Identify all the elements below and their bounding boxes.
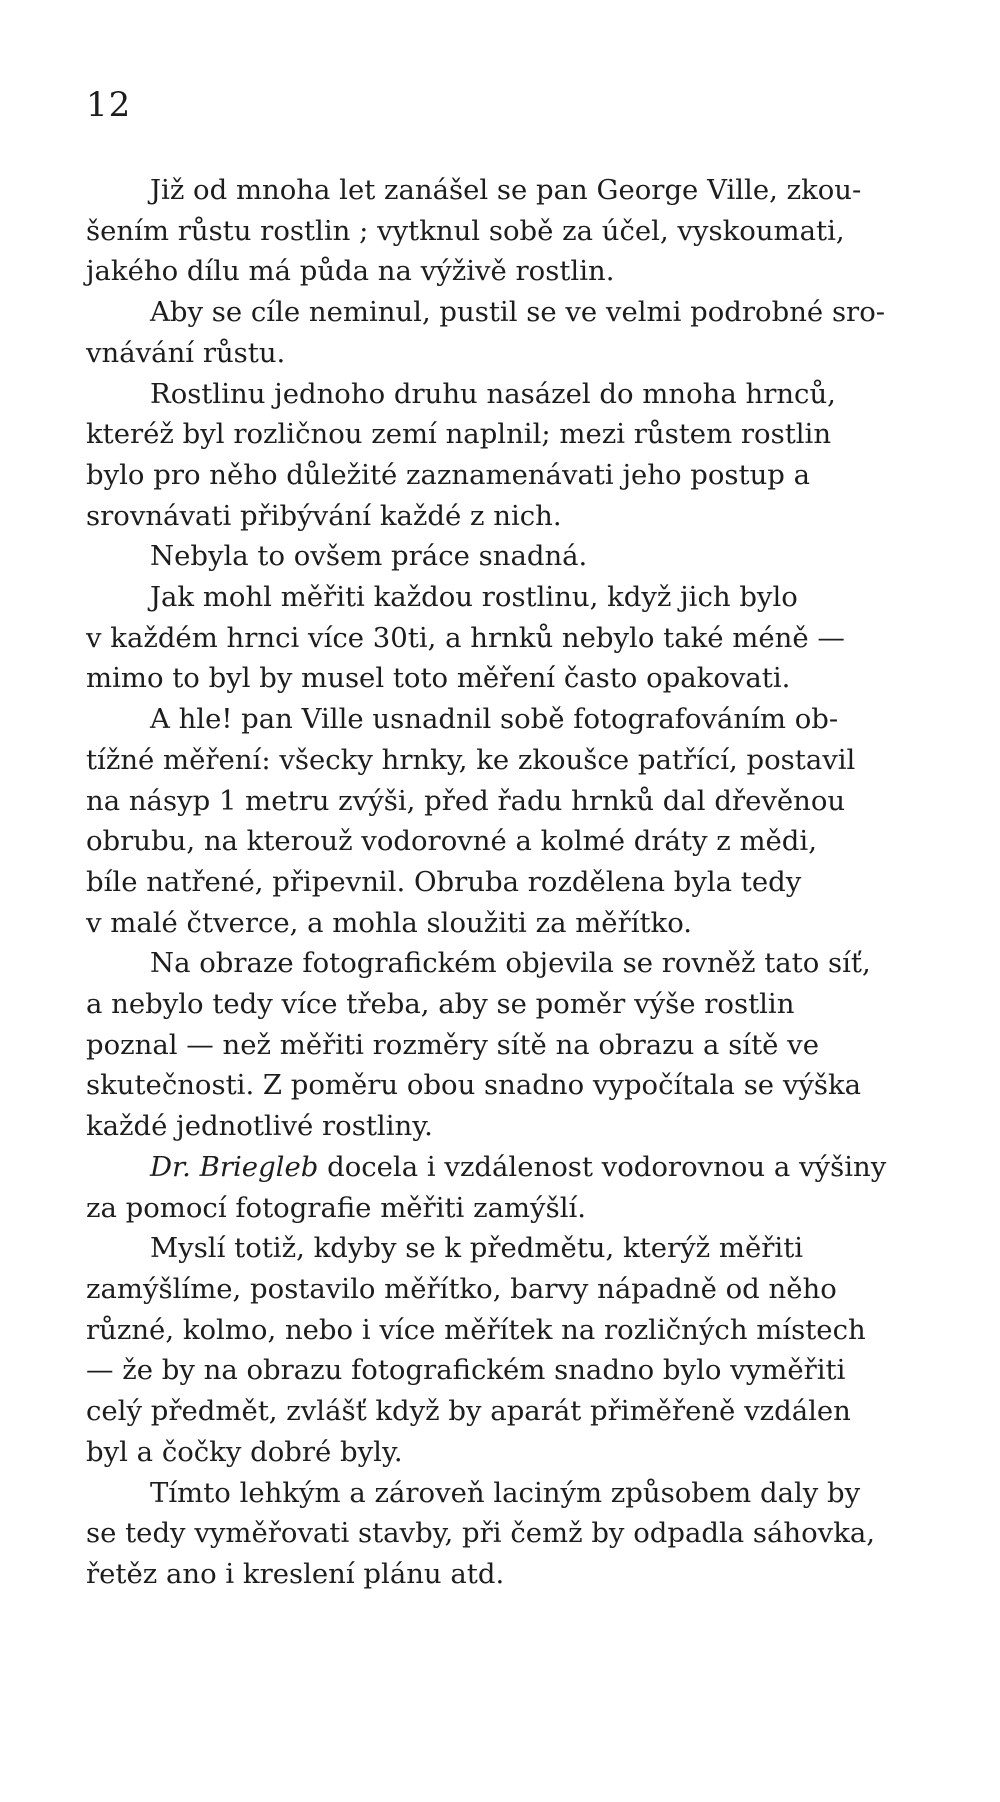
paragraph <box>86 1147 921 1228</box>
text-line: jakého dílu má půda na výživě rostlin. <box>86 255 615 288</box>
text-segment: docela i vzdálenost vodorovnou a výšiny <box>318 1150 887 1183</box>
text-line: řetěz ano i kreslení plánu atd. <box>86 1557 505 1590</box>
text-line: každé jednotlivé rostliny. <box>86 1110 433 1143</box>
text-line: v malé čtverce, a mohla sloužiti za měřítko. <box>86 906 693 939</box>
text-line: obrubu, na kterouž vodorovné a kolmé dráty z mědi, <box>86 825 817 858</box>
text-line: Tímto lehkým a zároveň laciným způsobem daly by <box>150 1476 861 1509</box>
text-line: A hle! pan Ville usnadnil sobě fotografováním ob- <box>150 703 839 736</box>
paragraph <box>86 943 921 1147</box>
text-line: zamýšlíme, postavilo měřítko, barvy nápadně od něho <box>86 1272 837 1305</box>
paragraph <box>86 699 921 943</box>
text-line: vnávání růstu. <box>86 336 286 369</box>
paragraph <box>86 536 921 577</box>
text-line: skutečnosti. Z poměru obou snadno vypočítala se výška <box>86 1069 862 1102</box>
text-line: na násyp 1 metru zvýši, před řadu hrnků dal dřevěnou <box>86 784 846 817</box>
text-line: Myslí totiž, kdyby se k předmětu, kterýž měřiti <box>150 1232 804 1265</box>
paragraph <box>86 577 921 699</box>
paragraph <box>86 292 921 373</box>
text-line: Na obraze fotografickém objevila se rovněž tato síť, <box>150 947 871 980</box>
text-line: srovnávati přibývání každé z nich. <box>86 499 562 532</box>
text-line: kteréž byl rozličnou zemí naplnil; mezi růstem rostlin <box>86 418 832 451</box>
text-line: celý předmět, zvlášť když by aparát přiměřeně vzdálen <box>86 1395 851 1428</box>
text-line: Nebyla to ovšem práce snadná. <box>150 540 588 573</box>
text-line: Rostlinu jednoho druhu nasázel do mnoha hrnců, <box>150 377 836 410</box>
text-line <box>86 1147 921 1188</box>
text-line: různé, kolmo, nebo i více měřítek na rozličných místech <box>86 1313 866 1346</box>
text-line: tížné měření: všecky hrnky, ke zkoušce patřící, postavil <box>86 743 856 776</box>
text-line: — že by na obrazu fotografickém snadno bylo vyměřiti <box>86 1354 846 1387</box>
text-line: bylo pro něho důležité zaznamenávati jeho postup a <box>86 458 811 491</box>
text-line: se tedy vyměřovati stavby, při čemž by odpadla sáhovka, <box>86 1517 876 1550</box>
text-line: a nebylo tedy více třeba, aby se poměr výše rostlin <box>86 988 795 1021</box>
paragraph <box>86 1473 921 1595</box>
text-line: v každém hrnci více 30ti, a hrnků nebylo také méně — <box>86 621 845 654</box>
text-line: Aby se cíle neminul, pustil se ve velmi podrobné sro- <box>150 296 886 329</box>
paragraph <box>86 170 921 292</box>
text-line: šením růstu rostlin ; vytknul sobě za účel, vyskoumati, <box>86 214 845 247</box>
text-line: byl a čočky dobré byly. <box>86 1435 403 1468</box>
page-number: 12 <box>86 85 132 125</box>
italic-text: Dr. Briegleb <box>150 1150 319 1183</box>
text-line: bíle natřené, připevnil. Obruba rozdělena byla tedy <box>86 865 802 898</box>
text-line: mimo to byl by musel toto měření často opakovati. <box>86 662 791 695</box>
body-text <box>86 170 921 1595</box>
text-line: Jak mohl měřiti každou rostlinu, když jich bylo <box>150 581 798 614</box>
text-line: za pomocí fotografie měřiti zamýšlí. <box>86 1191 587 1224</box>
paragraph <box>86 1228 921 1472</box>
text-line: poznal — než měřiti rozměry sítě na obrazu a sítě ve <box>86 1028 819 1061</box>
text-line: Již od mnoha let zanášel se pan George Ville, zkou- <box>150 174 862 206</box>
paragraph <box>86 374 921 537</box>
